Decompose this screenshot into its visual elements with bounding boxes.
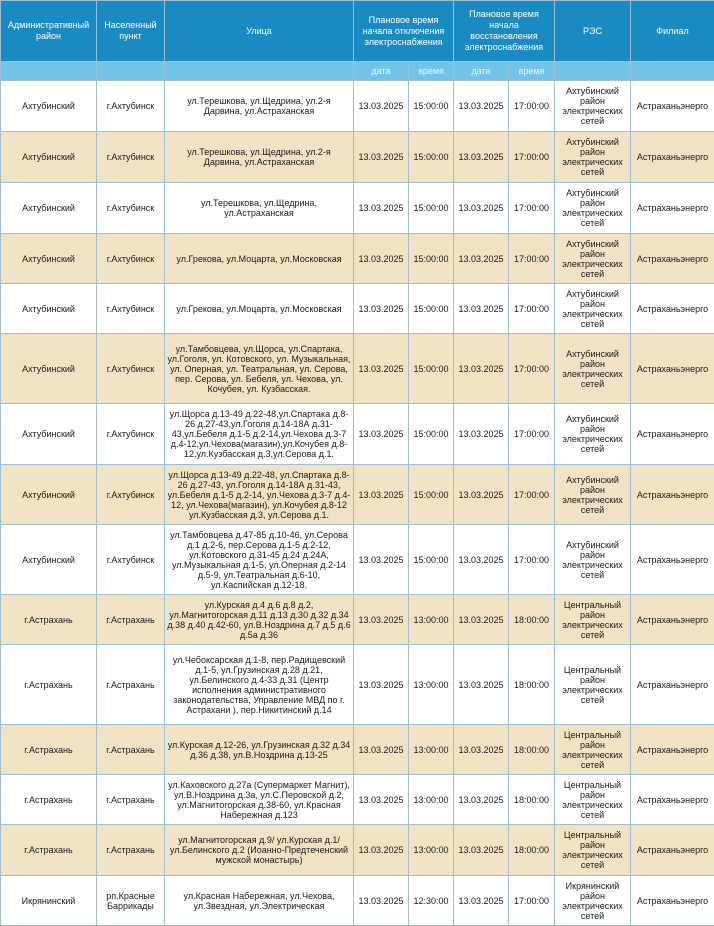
- cell-branch: Астраханьэнерго: [631, 183, 714, 234]
- cell-off-date: 13.03.2025: [354, 825, 409, 876]
- cell-off-time: 12:30:00: [409, 876, 454, 926]
- cell-on-date: 13.03.2025: [454, 645, 509, 725]
- cell-off-time: 13:00:00: [409, 825, 454, 876]
- cell-res: Центральный район электрических сетей: [555, 825, 631, 876]
- cell-branch: Астраханьэнерго: [631, 132, 714, 183]
- cell-off-date: 13.03.2025: [354, 404, 409, 465]
- cell-off-time: 15:00:00: [409, 234, 454, 284]
- cell-branch: Астраханьэнерго: [631, 645, 714, 725]
- cell-on-time: 17:00:00: [509, 132, 555, 183]
- cell-district: Ахтубинский: [1, 81, 97, 132]
- cell-off-date: 13.03.2025: [354, 525, 409, 595]
- cell-on-time: 17:00:00: [509, 404, 555, 465]
- cell-street: ул.Терешкова, ул.Щедрина, ул.2-я Дарвина, ул.Астраханская: [165, 81, 354, 132]
- cell-on-date: 13.03.2025: [454, 183, 509, 234]
- cell-on-date: 13.03.2025: [454, 725, 509, 775]
- cell-branch: Астраханьэнерго: [631, 595, 714, 645]
- cell-on-time: 18:00:00: [509, 595, 555, 645]
- cell-district: г.Астрахань: [1, 825, 97, 876]
- cell-res: Центральный район электрических сетей: [555, 595, 631, 645]
- header-district: Административный район: [1, 1, 97, 62]
- subheader-off-time: время: [409, 62, 454, 81]
- cell-on-time: 17:00:00: [509, 334, 555, 404]
- cell-branch: Астраханьэнерго: [631, 876, 714, 926]
- cell-district: Ахтубинский: [1, 284, 97, 334]
- subheader-blank: [165, 62, 354, 81]
- cell-off-date: 13.03.2025: [354, 183, 409, 234]
- header-locality: Населенный пункт: [97, 1, 165, 62]
- cell-district: Ахтубинский: [1, 132, 97, 183]
- cell-on-date: 13.03.2025: [454, 465, 509, 525]
- table-row: [1, 595, 714, 645]
- cell-off-time: 15:00:00: [409, 183, 454, 234]
- cell-branch: Астраханьэнерго: [631, 284, 714, 334]
- cell-on-date: 13.03.2025: [454, 825, 509, 876]
- cell-off-date: 13.03.2025: [354, 465, 409, 525]
- subheader-off-date: дата: [354, 62, 409, 81]
- cell-district: г.Астрахань: [1, 595, 97, 645]
- table-row: [1, 284, 714, 334]
- cell-res: Икрянинский район электрических сетей: [555, 876, 631, 926]
- cell-off-time: 15:00:00: [409, 334, 454, 404]
- cell-street: ул.Щорса д.13-49 д.22-48, ул.Спартака д.8-26 д.27-43, ул.Гоголя д.14-18А д.31-43, ул.Бебеля д.1-5 д.2-14, ул.Чехова д.3-7 д.4-12, ул.Чехова(магазин), ул.Кочубея д.8-12 ул.Кузбасская д.3, ул.Серова д.1.: [165, 465, 354, 525]
- cell-locality: г.Астрахань: [97, 725, 165, 775]
- cell-on-time: 17:00:00: [509, 525, 555, 595]
- cell-district: Ахтубинский: [1, 404, 97, 465]
- cell-street: ул.Тамбовцева д.47-85 д.10-46, ул.Серова д.1 д.2-6, пер.Серова д.1-5 д.2-12, ул.Котовского д.31-45 д.24 д.24А, ул.Музыкальная д.1-5, ул.Оперная д.2-14 д.5-9, ул.Театральная д.6-10, ул.Каспийская д.12-18.: [165, 525, 354, 595]
- cell-res: Ахтубинский район электрических сетей: [555, 404, 631, 465]
- cell-off-time: 13:00:00: [409, 645, 454, 725]
- cell-off-date: 13.03.2025: [354, 234, 409, 284]
- cell-district: Ахтубинский: [1, 465, 97, 525]
- table-row: [1, 334, 714, 404]
- cell-street: ул.Тамбовцева, ул.Щорса, ул.Спартака, ул.Гоголя, ул. Котовского, ул. Музыкальная, ул. Оперная, ул. Театральная, ул. Серова, пер. Серова, ул. Бебеля, ул. Чехова, ул. Кочубея, ул. Кузбасская.: [165, 334, 354, 404]
- table-row: [1, 132, 714, 183]
- cell-locality: г.Ахтубинск: [97, 525, 165, 595]
- cell-branch: Астраханьэнерго: [631, 334, 714, 404]
- subheader-on-date: дата: [454, 62, 509, 81]
- cell-on-time: 17:00:00: [509, 234, 555, 284]
- cell-on-time: 17:00:00: [509, 876, 555, 926]
- cell-branch: Астраханьэнерго: [631, 525, 714, 595]
- cell-on-time: 18:00:00: [509, 775, 555, 825]
- cell-on-time: 18:00:00: [509, 825, 555, 876]
- cell-off-date: 13.03.2025: [354, 876, 409, 926]
- cell-street: ул.Терешкова, ул.Щедрина, ул.Астраханская: [165, 183, 354, 234]
- cell-branch: Астраханьэнерго: [631, 825, 714, 876]
- table-row: [1, 725, 714, 775]
- cell-locality: г.Ахтубинск: [97, 81, 165, 132]
- cell-branch: Астраханьэнерго: [631, 775, 714, 825]
- cell-off-time: 15:00:00: [409, 132, 454, 183]
- cell-street: ул.Щорса д.13-49 д.22-48,ул.Спартака д.8-26 д.27-43,ул.Гоголя д.14-18А д.31-43,ул.Бебеля д.1-5 д.2-14,ул.Чехова д.3-7 д.4-12,ул.Чехова(магазин),ул.Кочубея д.8-12,ул.Кузбасская д.3,ул.Серова д.1.: [165, 404, 354, 465]
- header-street: Улица: [165, 1, 354, 62]
- subheader-on-time: время: [509, 62, 555, 81]
- cell-locality: г.Ахтубинск: [97, 334, 165, 404]
- cell-res: Ахтубинский район электрических сетей: [555, 132, 631, 183]
- table-row: [1, 404, 714, 465]
- header-res: РЭС: [555, 1, 631, 62]
- cell-off-time: 13:00:00: [409, 775, 454, 825]
- cell-locality: г.Астрахань: [97, 595, 165, 645]
- cell-street: ул.Терешкова, ул.Щедрина, ул.2-я Дарвина, ул.Астраханская: [165, 132, 354, 183]
- cell-on-date: 13.03.2025: [454, 132, 509, 183]
- cell-res: Ахтубинский район электрических сетей: [555, 183, 631, 234]
- cell-off-date: 13.03.2025: [354, 132, 409, 183]
- cell-district: г.Астрахань: [1, 775, 97, 825]
- cell-off-time: 15:00:00: [409, 284, 454, 334]
- cell-locality: г.Ахтубинск: [97, 132, 165, 183]
- cell-on-time: 17:00:00: [509, 284, 555, 334]
- cell-on-time: 17:00:00: [509, 81, 555, 132]
- cell-branch: Астраханьэнерго: [631, 725, 714, 775]
- cell-locality: г.Ахтубинск: [97, 465, 165, 525]
- cell-street: ул.Грекова, ул.Моцарта, ул.Московская: [165, 284, 354, 334]
- cell-on-date: 13.03.2025: [454, 334, 509, 404]
- table-row: [1, 876, 714, 926]
- cell-off-date: 13.03.2025: [354, 81, 409, 132]
- subheader-blank: [1, 62, 97, 81]
- cell-off-time: 15:00:00: [409, 525, 454, 595]
- table-row: [1, 234, 714, 284]
- cell-branch: Астраханьэнерго: [631, 81, 714, 132]
- cell-res: Центральный район электрических сетей: [555, 725, 631, 775]
- cell-on-date: 13.03.2025: [454, 284, 509, 334]
- cell-locality: г.Ахтубинск: [97, 234, 165, 284]
- table-row: [1, 465, 714, 525]
- cell-locality: г.Астрахань: [97, 645, 165, 725]
- cell-off-time: 13:00:00: [409, 725, 454, 775]
- cell-on-date: 13.03.2025: [454, 234, 509, 284]
- cell-on-date: 13.03.2025: [454, 595, 509, 645]
- cell-district: Ахтубинский: [1, 334, 97, 404]
- cell-branch: Астраханьэнерго: [631, 465, 714, 525]
- cell-locality: г.Астрахань: [97, 825, 165, 876]
- cell-res: Ахтубинский район электрических сетей: [555, 81, 631, 132]
- cell-res: Ахтубинский район электрических сетей: [555, 525, 631, 595]
- cell-off-date: 13.03.2025: [354, 725, 409, 775]
- cell-street: ул.Чебоксарская д.1-8, пер.Радищевский д.1-5, ул.Грузинская д.28 д.21, ул.Белинского д.4-33 д.31 (Центр исполнения административного законодательства, Управление МВД по г. Астрахани ), пер.Никитинский д.14: [165, 645, 354, 725]
- cell-locality: г.Ахтубинск: [97, 183, 165, 234]
- table-body: [1, 81, 714, 926]
- cell-res: Центральный район электрических сетей: [555, 645, 631, 725]
- cell-street: ул.Красная Набережная, ул.Чехова, ул.Звездная, ул.Электрическая: [165, 876, 354, 926]
- cell-street: ул.Магнитогорская д.9/ ул.Курская д.1/ ул.Белинского д.2 (Иоанно-Предтеченский мужской монастырь): [165, 825, 354, 876]
- cell-district: Ахтубинский: [1, 525, 97, 595]
- cell-street: ул.Грекова, ул.Моцарта, ул.Московская: [165, 234, 354, 284]
- cell-off-date: 13.03.2025: [354, 775, 409, 825]
- table-row: [1, 81, 714, 132]
- cell-off-time: 15:00:00: [409, 465, 454, 525]
- table-row: [1, 183, 714, 234]
- cell-locality: г.Астрахань: [97, 775, 165, 825]
- cell-off-date: 13.03.2025: [354, 595, 409, 645]
- cell-on-date: 13.03.2025: [454, 775, 509, 825]
- cell-off-date: 13.03.2025: [354, 334, 409, 404]
- header-off-time: Плановое время начала отключения электроснабжения: [354, 1, 454, 62]
- cell-res: Центральный район электрических сетей: [555, 775, 631, 825]
- cell-res: Ахтубинский район электрических сетей: [555, 234, 631, 284]
- cell-res: Ахтубинский район электрических сетей: [555, 284, 631, 334]
- cell-on-time: 17:00:00: [509, 465, 555, 525]
- cell-branch: Астраханьэнерго: [631, 234, 714, 284]
- cell-res: Ахтубинский район электрических сетей: [555, 334, 631, 404]
- header-restore-time: Плановое время начала восстановления электроснабжения: [454, 1, 555, 62]
- cell-on-time: 17:00:00: [509, 183, 555, 234]
- subheader-blank: [97, 62, 165, 81]
- cell-res: Ахтубинский район электрических сетей: [555, 465, 631, 525]
- cell-off-date: 13.03.2025: [354, 284, 409, 334]
- cell-on-date: 13.03.2025: [454, 81, 509, 132]
- subheader-blank: [631, 62, 714, 81]
- cell-district: Ахтубинский: [1, 234, 97, 284]
- cell-district: г.Астрахань: [1, 645, 97, 725]
- cell-off-time: 13:00:00: [409, 595, 454, 645]
- cell-locality: г.Ахтубинск: [97, 284, 165, 334]
- subheader-blank: [555, 62, 631, 81]
- header-branch: Филиал: [631, 1, 714, 62]
- cell-on-time: 18:00:00: [509, 645, 555, 725]
- cell-district: Ахтубинский: [1, 183, 97, 234]
- cell-on-date: 13.03.2025: [454, 876, 509, 926]
- cell-district: Икрянинский: [1, 876, 97, 926]
- cell-on-time: 18:00:00: [509, 725, 555, 775]
- cell-on-date: 13.03.2025: [454, 404, 509, 465]
- cell-district: г.Астрахань: [1, 725, 97, 775]
- cell-off-date: 13.03.2025: [354, 645, 409, 725]
- cell-locality: рп.Красные Баррикады: [97, 876, 165, 926]
- table-row: [1, 825, 714, 876]
- cell-on-date: 13.03.2025: [454, 525, 509, 595]
- cell-street: ул.Каховского д.27а (Супермаркет Магнит), ул.В.Ноздрина д.3а, ул.С.Перовской д.2, ул.Магнитогорская д.38-60, ул.Красная Набережная д.123: [165, 775, 354, 825]
- table-row: [1, 775, 714, 825]
- table-row: [1, 525, 714, 595]
- cell-off-time: 15:00:00: [409, 404, 454, 465]
- cell-branch: Астраханьэнерго: [631, 404, 714, 465]
- table-row: [1, 645, 714, 725]
- cell-street: ул.Курская д.4 д.6 д.8 д.2, ул.Магнитогорская д.11 д.13 д.30 д.32 д.34 д.38 д.40 д.42-60, ул.В.Ноздрина д.7 д.5 д.6 д.5а д.36: [165, 595, 354, 645]
- cell-off-time: 15:00:00: [409, 81, 454, 132]
- cell-street: ул.Курская д.12-26, ул.Грузинская д.32 д.34 д.36 д.38, ул.В.Ноздрина д.13-25: [165, 725, 354, 775]
- cell-locality: г.Ахтубинск: [97, 404, 165, 465]
